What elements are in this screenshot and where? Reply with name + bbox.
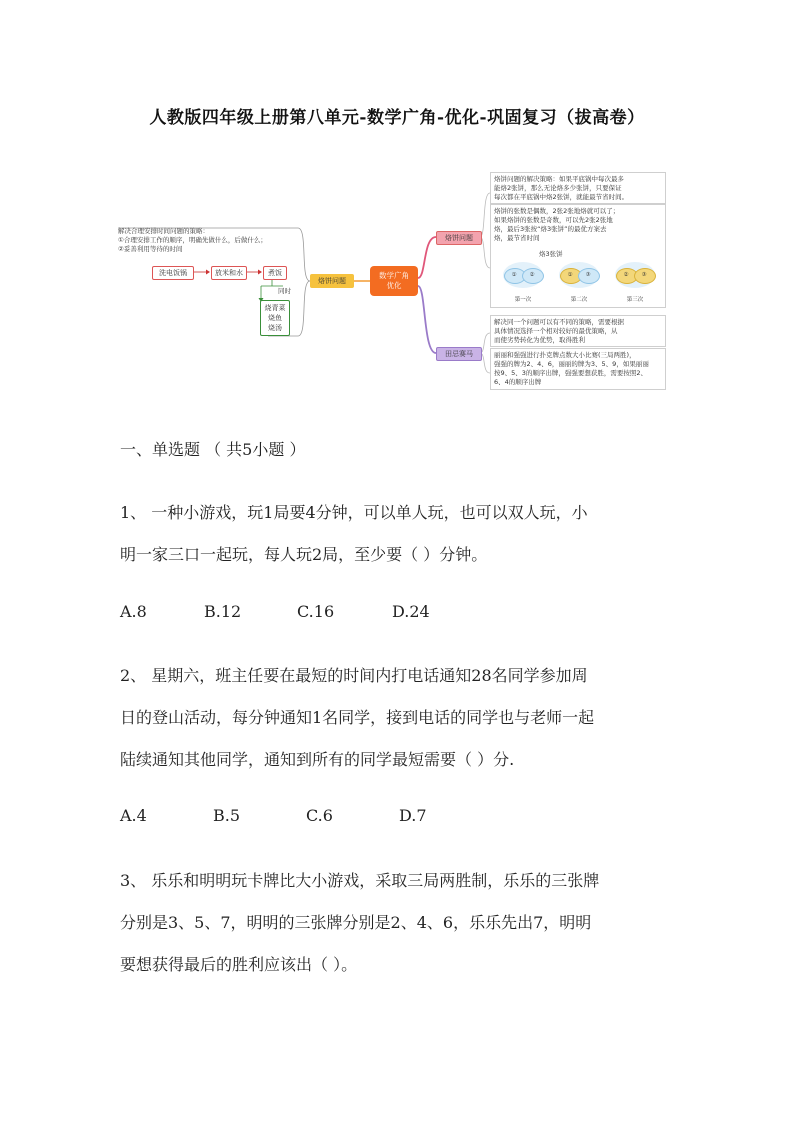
pancake-strategy-text	[494, 175, 628, 202]
strategy-note	[118, 227, 318, 254]
round-label: 第一次	[514, 297, 532, 303]
card-game-example-line: 6、4的顺序出牌	[494, 378, 542, 386]
page-title: 人教版四年级上册第八单元-数学广角-优化-巩固复习（拔高卷）	[149, 108, 645, 128]
card-game-example-line: 按9、5、3的顺序出牌，强强要想获胜，需要按照2、	[494, 369, 648, 377]
step-wash-pot: 洗电饭锅	[152, 266, 194, 280]
parallel-task: 烧汤	[268, 324, 282, 332]
coin-group	[559, 262, 599, 288]
question-2-line: 陆续通知其他同学，通知到所有的同学最短需要（ ）分.	[120, 750, 515, 769]
option-a[interactable]: A.8	[120, 602, 147, 621]
section-heading: 一、单选题 （ 共5小题 ）	[120, 440, 306, 459]
pancake-strategy-line: 烙饼问题的解决策略：如果平底锅中每次最多	[494, 175, 624, 183]
simultaneous-label: 同时	[278, 287, 291, 295]
pancake-parity-line: 烙，最节省时间	[494, 234, 540, 242]
option-c[interactable]: C.6	[306, 806, 333, 825]
cake-label: ①	[511, 272, 517, 278]
coin-group	[615, 262, 655, 288]
question-2-options	[120, 806, 680, 825]
option-a[interactable]: A.4	[120, 806, 147, 825]
round-label: 第二次	[570, 297, 588, 303]
node-pancake-problem: 烙饼问题	[436, 231, 482, 245]
node-time-problem: 烙饼问题	[310, 274, 354, 288]
horse-race-strategy-box	[490, 315, 666, 347]
question-2-line: 2、 星期六，班主任要在最短的时间内打电话通知28名同学参加周	[120, 666, 588, 685]
step-cook-rice: 煮饭	[263, 266, 287, 280]
round-label: 第三次	[626, 297, 644, 303]
option-b[interactable]: B.12	[204, 602, 242, 621]
pancake-parity-box	[490, 204, 666, 308]
card-game-example-text	[494, 351, 649, 387]
option-c[interactable]: C.16	[297, 602, 335, 621]
card-game-example-line: 丽丽和强强进行扑克牌点数大小比赛(三局两胜)，	[494, 351, 636, 359]
cake-label: ①	[567, 272, 573, 278]
question-1-line: 明一家三口一起玩，每人玩2局，至少要（ ）分钟。	[120, 545, 488, 564]
option-b[interactable]: B.5	[213, 806, 241, 825]
strategy-note-line: ①合理安排工作的顺序，明确先做什么，后做什么；	[118, 236, 267, 244]
pancake-strategy-box	[490, 172, 666, 204]
horse-race-strategy-line: 具体情况选择一个相对较好的最优策略，从	[494, 327, 618, 335]
parallel-tasks-box	[260, 300, 290, 336]
coin-group	[503, 262, 543, 288]
parallel-task: 烧鱼	[268, 314, 282, 322]
three-cakes-label: 烙3张饼	[539, 250, 563, 258]
pancake-parity-line: 如果烙饼的张数是奇数，可以先2张2张地	[494, 216, 613, 224]
horse-race-strategy-line: 解决同一个问题可以有不同的策略，需要根据	[494, 318, 624, 326]
option-d[interactable]: D.7	[399, 806, 427, 825]
strategy-note-line: ②妥善利用等待的时间	[118, 245, 183, 253]
parallel-task: 烧青菜	[264, 304, 286, 312]
question-1-options	[120, 602, 680, 621]
option-d[interactable]: D.24	[392, 602, 430, 621]
horse-race-strategy-text	[494, 318, 624, 345]
pancake-parity-line: 烙，最后3张按“烙3张饼”的最优方案去	[494, 225, 607, 233]
strategy-note-line: 解决合理安排时间问题的策略：	[118, 227, 209, 235]
cake-label: ③	[641, 272, 647, 278]
step-add-rice: 放米和水	[211, 266, 247, 280]
pancake-parity-text	[494, 207, 619, 243]
center-node: 数学广角 优化	[370, 266, 418, 296]
mind-map	[118, 168, 670, 398]
cake-label: ②	[529, 272, 535, 278]
card-game-example-line: 强强的牌为2、4、6，丽丽的牌为3、5、9，如果丽丽	[494, 360, 649, 368]
question-3-line: 3、 乐乐和明明玩卡牌比大小游戏，采取三局两胜制，乐乐的三张牌	[120, 871, 600, 890]
question-3-line: 分别是3、5、7，明明的三张牌分别是2、4、6，乐乐先出7，明明	[120, 913, 592, 932]
card-game-example-box	[490, 348, 666, 390]
pancake-strategy-line: 每次都在平底锅中烙2张饼，就能最节省时间。	[494, 193, 629, 201]
question-2-line: 日的登山活动，每分钟通知1名同学，接到电话的同学也与老师一起	[120, 708, 595, 727]
question-1-line: 1、 一种小游戏，玩1局要4分钟，可以单人玩，也可以双人玩，小	[120, 503, 588, 522]
cake-label: ③	[585, 272, 591, 278]
pancake-strategy-line: 能烙2张饼，那么无论烙多少张饼，只要保证	[494, 184, 622, 192]
pancake-parity-line: 烙饼的张数是偶数，2张2张地烙就可以了；	[494, 207, 620, 215]
node-horse-race: 田忌赛马	[436, 347, 482, 361]
horse-race-strategy-line: 而使劣势转化为优势，取得胜利	[494, 336, 585, 344]
cake-label: ②	[623, 272, 629, 278]
question-3-line: 要想获得最后的胜利应该出（ ）。	[120, 955, 358, 974]
